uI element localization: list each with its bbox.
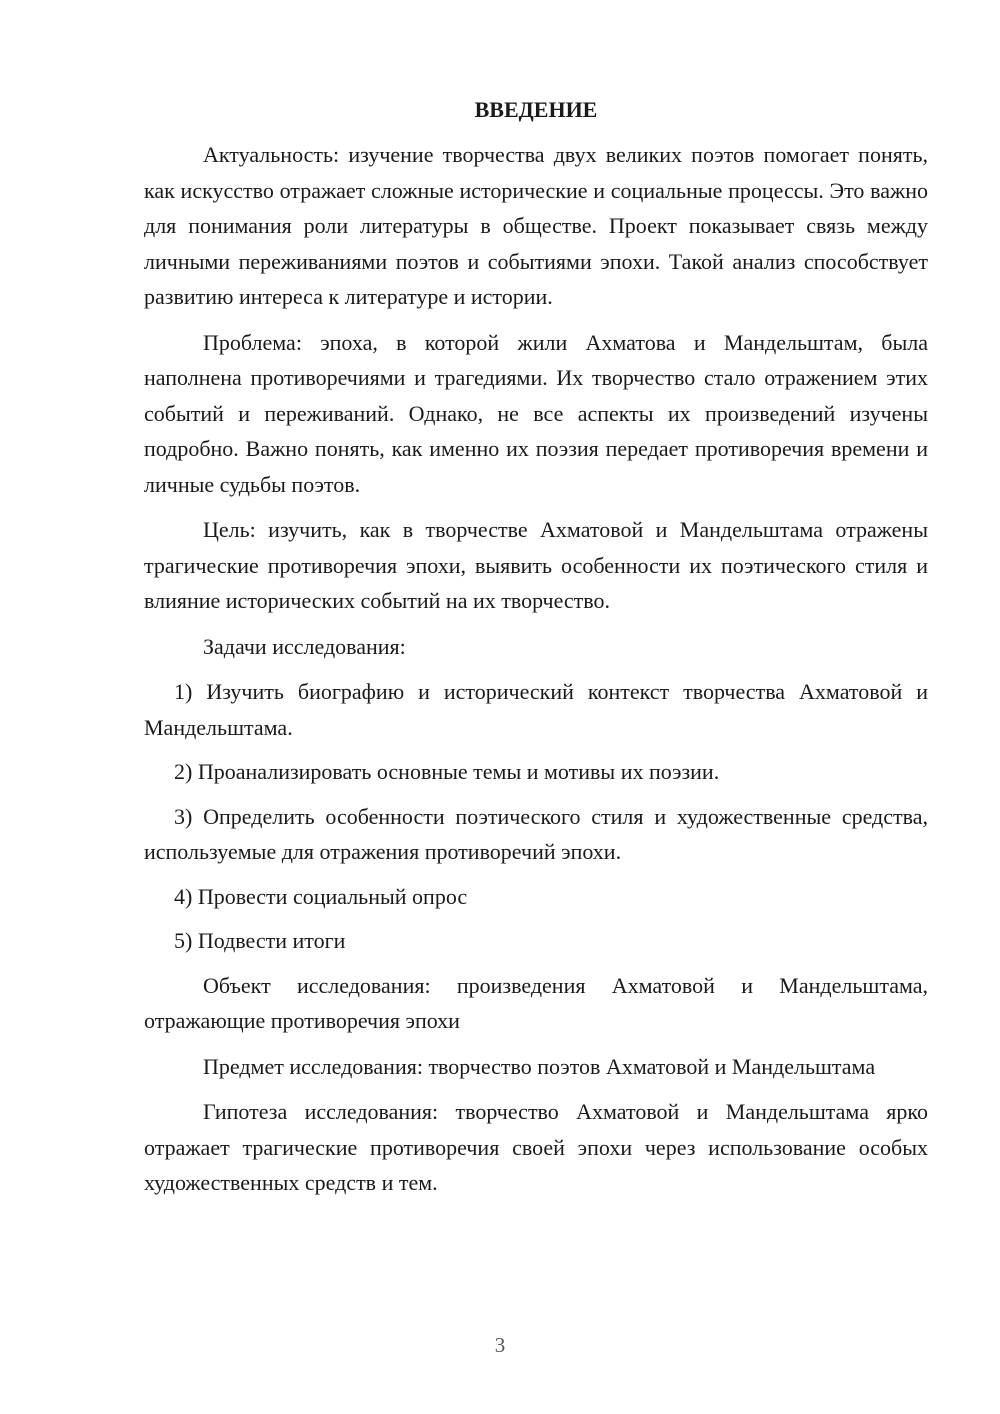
page-content: [144, 92, 928, 1211]
paragraph-tasks-title: Задачи исследования:: [203, 633, 406, 659]
task-item-1: 1) Изучить биографию и исторический контекст творчества Ахматовой и Мандельштама.: [144, 679, 928, 740]
paragraph-relevance: Актуальность: изучение творчества двух великих поэтов помогает понять, как искусство отражает сложные исторические и социальные процессы. Это важно для понимания роли литературы в обществе. Проект показывает связь между личными переживаниями поэтов и событиями эпохи. Такой анализ способствует развитию интереса к литературе и истории.: [144, 142, 928, 309]
page-number: 3: [494, 1333, 506, 1357]
paragraph-goal: Цель: изучить, как в творчестве Ахматовой и Мандельштама отражены трагические противоречия эпохи, выявить особенности их поэтического стиля и влияние исторических событий на их творчество.: [144, 517, 928, 613]
section-heading: ВВЕДЕНИЕ: [474, 97, 598, 122]
paragraph-object: Объект исследования: произведения Ахматовой и Мандельштама, отражающие противоречия эпохи: [144, 972, 928, 1033]
paragraph-problem: Проблема: эпоха, в которой жили Ахматова и Мандельштам, была наполнена противоречиями и трагедиями. Их творчество стало отражением этих событий и переживаний. Однако, не все аспекты их произведений изучены подробно. Важно понять, как именно их поэзия передает противоречия времени и личные судьбы поэтов.: [144, 329, 928, 497]
paragraph-hypothesis: Гипотеза исследования: творчество Ахматовой и Мандельштама ярко отражает трагические противоречия своей эпохи через использование особых художественных средств и тем.: [144, 1099, 928, 1195]
task-item-5: 5) Подвести итоги: [174, 928, 346, 953]
task-item-2: 2) Проанализировать основные темы и мотивы их поэзии.: [174, 759, 720, 784]
task-item-4: 4) Провести социальный опрос: [174, 883, 468, 909]
task-item-3: 3) Определить особенности поэтического стиля и художественные средства, используемые для отражения противоречий эпохи.: [144, 803, 928, 864]
paragraph-subject: Предмет исследования: творчество поэтов Ахматовой и Мандельштама: [203, 1053, 876, 1079]
